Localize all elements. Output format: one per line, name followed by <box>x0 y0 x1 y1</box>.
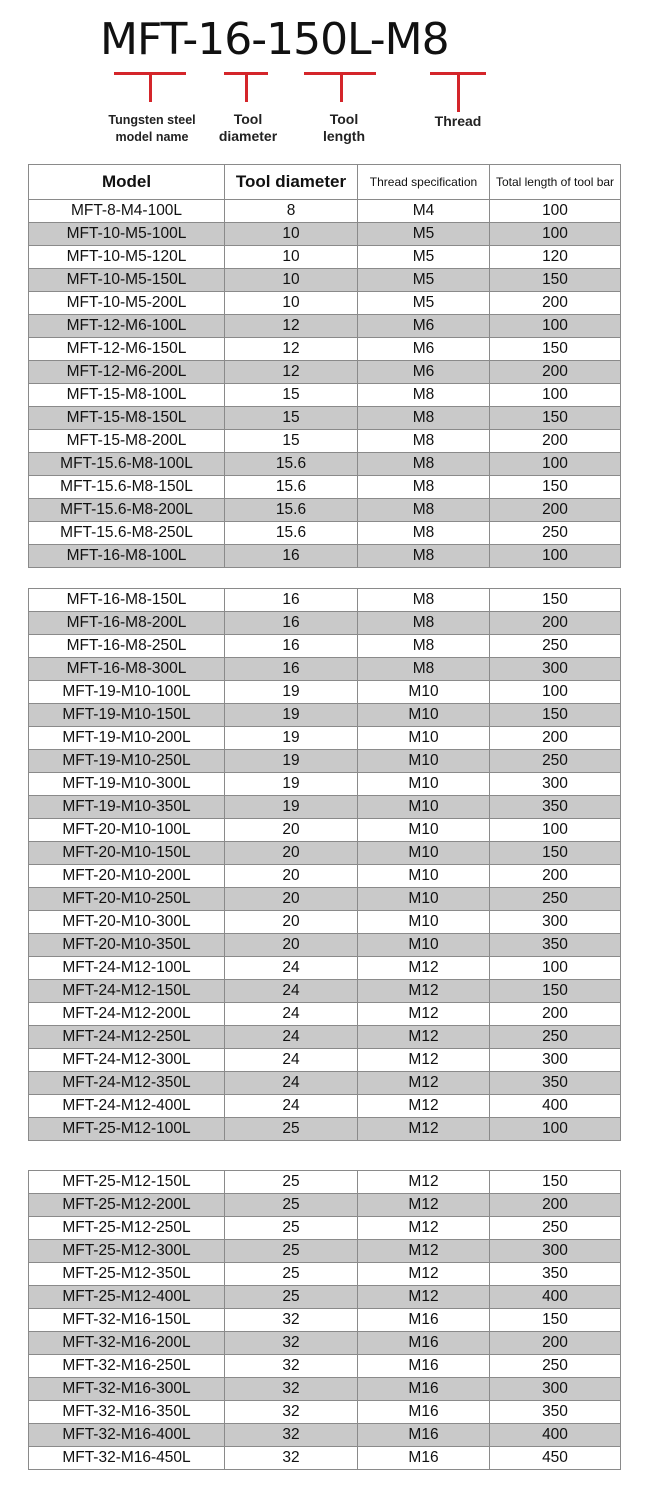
cell-diameter: 12 <box>225 315 358 338</box>
table-row <box>29 1171 621 1194</box>
cell-diameter: 19 <box>225 681 358 704</box>
cell-thread: M10 <box>358 865 490 888</box>
cell-thread: M12 <box>358 1072 490 1095</box>
cell-diameter: 19 <box>225 704 358 727</box>
cell-thread: M8 <box>358 545 490 568</box>
cell-length: 200 <box>490 430 621 453</box>
model-code-diagram <box>0 0 647 160</box>
table-row <box>29 750 621 773</box>
cell-model: MFT-24-M12-350L <box>29 1072 225 1095</box>
cell-model: MFT-25-M12-200L <box>29 1194 225 1217</box>
cell-model: MFT-15-M8-150L <box>29 407 225 430</box>
cell-thread: M10 <box>358 842 490 865</box>
cell-thread: M10 <box>358 681 490 704</box>
table-row <box>29 315 621 338</box>
table-row <box>29 1118 621 1141</box>
cell-diameter: 19 <box>225 750 358 773</box>
cell-thread: M8 <box>358 407 490 430</box>
cell-model: MFT-20-M10-200L <box>29 865 225 888</box>
table-row <box>29 819 621 842</box>
cell-model: MFT-15.6-M8-100L <box>29 453 225 476</box>
cell-length: 200 <box>490 865 621 888</box>
cell-length: 350 <box>490 1263 621 1286</box>
cell-model: MFT-25-M12-400L <box>29 1286 225 1309</box>
cell-model: MFT-19-M10-200L <box>29 727 225 750</box>
table-row <box>29 1026 621 1049</box>
cell-length: 150 <box>490 1171 621 1194</box>
cell-length: 300 <box>490 1049 621 1072</box>
cell-model: MFT-20-M10-250L <box>29 888 225 911</box>
cell-model: MFT-24-M12-400L <box>29 1095 225 1118</box>
cell-length: 300 <box>490 911 621 934</box>
cell-model: MFT-32-M16-200L <box>29 1332 225 1355</box>
cell-model: MFT-16-M8-200L <box>29 612 225 635</box>
table-row <box>29 1095 621 1118</box>
cell-length: 400 <box>490 1286 621 1309</box>
cell-thread: M12 <box>358 1263 490 1286</box>
cell-length: 150 <box>490 407 621 430</box>
cell-thread: M10 <box>358 911 490 934</box>
model-name-pointer <box>149 72 152 102</box>
cell-length: 250 <box>490 1355 621 1378</box>
spec-table-body-1 <box>29 200 621 568</box>
table-row <box>29 635 621 658</box>
table-row <box>29 865 621 888</box>
table-row <box>29 453 621 476</box>
table-row <box>29 476 621 499</box>
table-row <box>29 1240 621 1263</box>
cell-diameter: 32 <box>225 1401 358 1424</box>
cell-diameter: 19 <box>225 773 358 796</box>
cell-model: MFT-15.6-M8-200L <box>29 499 225 522</box>
cell-model: MFT-19-M10-250L <box>29 750 225 773</box>
cell-thread: M16 <box>358 1424 490 1447</box>
cell-model: MFT-12-M6-150L <box>29 338 225 361</box>
table-row <box>29 361 621 384</box>
cell-thread: M12 <box>358 1026 490 1049</box>
cell-diameter: 20 <box>225 911 358 934</box>
cell-thread: M6 <box>358 338 490 361</box>
cell-model: MFT-25-M12-300L <box>29 1240 225 1263</box>
cell-thread: M16 <box>358 1309 490 1332</box>
cell-length: 200 <box>490 612 621 635</box>
table-row <box>29 292 621 315</box>
cell-diameter: 32 <box>225 1309 358 1332</box>
cell-length: 150 <box>490 980 621 1003</box>
cell-thread: M16 <box>358 1355 490 1378</box>
cell-thread: M12 <box>358 1286 490 1309</box>
cell-length: 200 <box>490 361 621 384</box>
cell-diameter: 24 <box>225 1026 358 1049</box>
table-row <box>29 1263 621 1286</box>
cell-length: 100 <box>490 681 621 704</box>
cell-model: MFT-24-M12-200L <box>29 1003 225 1026</box>
cell-thread: M12 <box>358 1049 490 1072</box>
cell-thread: M12 <box>358 1003 490 1026</box>
cell-thread: M12 <box>358 1217 490 1240</box>
cell-model: MFT-32-M16-300L <box>29 1378 225 1401</box>
table-row <box>29 223 621 246</box>
cell-model: MFT-32-M16-350L <box>29 1401 225 1424</box>
table-row <box>29 681 621 704</box>
table-row <box>29 499 621 522</box>
table-header-row <box>29 165 621 200</box>
table-row <box>29 727 621 750</box>
cell-length: 100 <box>490 200 621 223</box>
cell-diameter: 16 <box>225 658 358 681</box>
cell-diameter: 32 <box>225 1378 358 1401</box>
cell-thread: M8 <box>358 612 490 635</box>
cell-model: MFT-12-M6-100L <box>29 315 225 338</box>
cell-thread: M10 <box>358 704 490 727</box>
cell-model: MFT-20-M10-100L <box>29 819 225 842</box>
cell-diameter: 20 <box>225 888 358 911</box>
cell-thread: M8 <box>358 522 490 545</box>
cell-diameter: 24 <box>225 1072 358 1095</box>
table-cut-divider <box>28 1158 620 1168</box>
cell-diameter: 24 <box>225 1095 358 1118</box>
table-row <box>29 1424 621 1447</box>
cell-length: 150 <box>490 1309 621 1332</box>
col-header-thread: Thread specification <box>358 165 490 200</box>
table-row <box>29 200 621 223</box>
diameter-pointer <box>245 72 248 102</box>
cell-model: MFT-25-M12-150L <box>29 1171 225 1194</box>
cell-length: 150 <box>490 589 621 612</box>
cell-thread: M5 <box>358 292 490 315</box>
cell-diameter: 8 <box>225 200 358 223</box>
table-row <box>29 1286 621 1309</box>
cell-model: MFT-25-M12-350L <box>29 1263 225 1286</box>
cell-thread: M10 <box>358 796 490 819</box>
cell-length: 100 <box>490 1118 621 1141</box>
cell-diameter: 12 <box>225 338 358 361</box>
cell-length: 250 <box>490 522 621 545</box>
cell-length: 450 <box>490 1447 621 1470</box>
cell-diameter: 16 <box>225 589 358 612</box>
cell-model: MFT-12-M6-200L <box>29 361 225 384</box>
cell-thread: M6 <box>358 361 490 384</box>
cell-diameter: 16 <box>225 635 358 658</box>
cell-diameter: 15.6 <box>225 476 358 499</box>
cell-diameter: 15.6 <box>225 499 358 522</box>
table-row <box>29 1447 621 1470</box>
cell-model: MFT-15-M8-100L <box>29 384 225 407</box>
cell-length: 350 <box>490 934 621 957</box>
cell-thread: M8 <box>358 476 490 499</box>
cell-diameter: 15 <box>225 407 358 430</box>
cell-thread: M16 <box>358 1332 490 1355</box>
table-row <box>29 430 621 453</box>
cell-model: MFT-32-M16-400L <box>29 1424 225 1447</box>
cell-diameter: 15.6 <box>225 522 358 545</box>
cell-model: MFT-20-M10-300L <box>29 911 225 934</box>
cell-length: 200 <box>490 727 621 750</box>
spec-table-part-2 <box>28 588 621 1141</box>
length-pointer <box>340 72 343 102</box>
cell-length: 150 <box>490 476 621 499</box>
cell-diameter: 25 <box>225 1194 358 1217</box>
cell-thread: M8 <box>358 499 490 522</box>
cell-diameter: 20 <box>225 819 358 842</box>
cell-length: 300 <box>490 1378 621 1401</box>
cell-model: MFT-25-M12-100L <box>29 1118 225 1141</box>
table-row <box>29 407 621 430</box>
cell-length: 100 <box>490 315 621 338</box>
cell-model: MFT-16-M8-100L <box>29 545 225 568</box>
cell-diameter: 24 <box>225 1049 358 1072</box>
cell-length: 250 <box>490 888 621 911</box>
cell-thread: M12 <box>358 1240 490 1263</box>
cell-length: 200 <box>490 1332 621 1355</box>
cell-thread: M12 <box>358 1095 490 1118</box>
cell-model: MFT-16-M8-250L <box>29 635 225 658</box>
cell-model: MFT-10-M5-200L <box>29 292 225 315</box>
thread-pointer <box>457 72 460 112</box>
table-row <box>29 658 621 681</box>
cell-thread: M5 <box>358 269 490 292</box>
col-header-diameter: Tool diameter <box>225 165 358 200</box>
cell-length: 400 <box>490 1095 621 1118</box>
cell-thread: M12 <box>358 980 490 1003</box>
cell-diameter: 15 <box>225 430 358 453</box>
table-row <box>29 796 621 819</box>
cell-diameter: 25 <box>225 1217 358 1240</box>
model-name-label: Tungsten steel model name <box>108 113 196 144</box>
cell-diameter: 12 <box>225 361 358 384</box>
cell-diameter: 24 <box>225 957 358 980</box>
table-row <box>29 612 621 635</box>
cell-length: 100 <box>490 384 621 407</box>
cell-diameter: 32 <box>225 1447 358 1470</box>
cell-length: 120 <box>490 246 621 269</box>
cell-diameter: 19 <box>225 727 358 750</box>
model-code-title: MFT-16-150L-M8 <box>100 14 449 65</box>
cell-thread: M12 <box>358 957 490 980</box>
cell-model: MFT-19-M10-100L <box>29 681 225 704</box>
cell-thread: M8 <box>358 430 490 453</box>
cell-model: MFT-32-M16-450L <box>29 1447 225 1470</box>
length-label: Tool length <box>323 111 365 144</box>
cell-length: 100 <box>490 957 621 980</box>
spec-table-part-1 <box>28 164 621 568</box>
cell-diameter: 25 <box>225 1118 358 1141</box>
table-row <box>29 1049 621 1072</box>
cell-diameter: 10 <box>225 292 358 315</box>
cell-length: 100 <box>490 453 621 476</box>
cell-diameter: 20 <box>225 934 358 957</box>
cell-diameter: 16 <box>225 545 358 568</box>
spec-table-body-2 <box>29 589 621 1141</box>
cell-length: 250 <box>490 1217 621 1240</box>
cell-thread: M16 <box>358 1378 490 1401</box>
cell-model: MFT-10-M5-150L <box>29 269 225 292</box>
cell-model: MFT-10-M5-100L <box>29 223 225 246</box>
table-row <box>29 1378 621 1401</box>
cell-length: 200 <box>490 292 621 315</box>
cell-model: MFT-24-M12-250L <box>29 1026 225 1049</box>
cell-model: MFT-16-M8-150L <box>29 589 225 612</box>
cell-model: MFT-24-M12-150L <box>29 980 225 1003</box>
cell-thread: M8 <box>358 453 490 476</box>
cell-diameter: 19 <box>225 796 358 819</box>
table-row <box>29 338 621 361</box>
cell-length: 150 <box>490 704 621 727</box>
table-row <box>29 704 621 727</box>
table-row <box>29 522 621 545</box>
cell-length: 400 <box>490 1424 621 1447</box>
cell-diameter: 16 <box>225 612 358 635</box>
cell-thread: M4 <box>358 200 490 223</box>
table-row <box>29 842 621 865</box>
cell-diameter: 25 <box>225 1286 358 1309</box>
cell-model: MFT-24-M12-100L <box>29 957 225 980</box>
col-header-model: Model <box>29 165 225 200</box>
cell-thread: M12 <box>358 1171 490 1194</box>
cell-length: 300 <box>490 658 621 681</box>
table-row <box>29 269 621 292</box>
cell-length: 250 <box>490 1026 621 1049</box>
diameter-label: Tool diameter <box>218 111 278 144</box>
cell-model: MFT-19-M10-150L <box>29 704 225 727</box>
table-row <box>29 888 621 911</box>
cell-diameter: 25 <box>225 1240 358 1263</box>
table-row <box>29 1003 621 1026</box>
cell-thread: M10 <box>358 750 490 773</box>
cell-thread: M12 <box>358 1194 490 1217</box>
table-row <box>29 1194 621 1217</box>
table-row <box>29 1332 621 1355</box>
cell-length: 300 <box>490 773 621 796</box>
cell-diameter: 10 <box>225 246 358 269</box>
cell-length: 100 <box>490 223 621 246</box>
table-row <box>29 1355 621 1378</box>
spec-table-part-3 <box>28 1170 621 1470</box>
cell-model: MFT-19-M10-350L <box>29 796 225 819</box>
cell-thread: M8 <box>358 384 490 407</box>
cell-length: 100 <box>490 545 621 568</box>
cell-length: 200 <box>490 1003 621 1026</box>
cell-diameter: 32 <box>225 1424 358 1447</box>
cell-model: MFT-24-M12-300L <box>29 1049 225 1072</box>
table-row <box>29 384 621 407</box>
cell-length: 200 <box>490 1194 621 1217</box>
cell-model: MFT-32-M16-150L <box>29 1309 225 1332</box>
cell-thread: M10 <box>358 934 490 957</box>
table-row <box>29 1217 621 1240</box>
cell-diameter: 10 <box>225 269 358 292</box>
cell-diameter: 15 <box>225 384 358 407</box>
cell-diameter: 20 <box>225 865 358 888</box>
cell-diameter: 32 <box>225 1332 358 1355</box>
cell-length: 350 <box>490 1401 621 1424</box>
cell-diameter: 15.6 <box>225 453 358 476</box>
cell-thread: M16 <box>358 1401 490 1424</box>
table-row <box>29 246 621 269</box>
cell-thread: M16 <box>358 1447 490 1470</box>
table-row <box>29 545 621 568</box>
thread-label: Thread <box>434 113 482 129</box>
table-row <box>29 980 621 1003</box>
cell-thread: M5 <box>358 223 490 246</box>
table-row <box>29 1401 621 1424</box>
cell-length: 150 <box>490 269 621 292</box>
cell-model: MFT-16-M8-300L <box>29 658 225 681</box>
cell-thread: M10 <box>358 727 490 750</box>
spec-table-body-3 <box>29 1171 621 1470</box>
table-row <box>29 1072 621 1095</box>
cell-model: MFT-20-M10-150L <box>29 842 225 865</box>
cell-diameter: 25 <box>225 1171 358 1194</box>
table-row <box>29 957 621 980</box>
cell-thread: M6 <box>358 315 490 338</box>
cell-diameter: 25 <box>225 1263 358 1286</box>
cell-model: MFT-8-M4-100L <box>29 200 225 223</box>
cell-length: 300 <box>490 1240 621 1263</box>
cell-thread: M10 <box>358 888 490 911</box>
cell-diameter: 32 <box>225 1355 358 1378</box>
cell-length: 150 <box>490 842 621 865</box>
cell-thread: M8 <box>358 658 490 681</box>
col-header-length: Total length of tool bar <box>490 165 621 200</box>
cell-model: MFT-15.6-M8-250L <box>29 522 225 545</box>
table-row <box>29 934 621 957</box>
table-row <box>29 773 621 796</box>
cell-length: 350 <box>490 1072 621 1095</box>
cell-diameter: 20 <box>225 842 358 865</box>
table-row <box>29 911 621 934</box>
table-row <box>29 1309 621 1332</box>
cell-thread: M8 <box>358 589 490 612</box>
cell-model: MFT-15-M8-200L <box>29 430 225 453</box>
cell-model: MFT-15.6-M8-150L <box>29 476 225 499</box>
cell-thread: M10 <box>358 819 490 842</box>
cell-model: MFT-19-M10-300L <box>29 773 225 796</box>
cell-diameter: 24 <box>225 1003 358 1026</box>
cell-model: MFT-10-M5-120L <box>29 246 225 269</box>
cell-model: MFT-20-M10-350L <box>29 934 225 957</box>
cell-thread: M10 <box>358 773 490 796</box>
cell-length: 100 <box>490 819 621 842</box>
cell-thread: M8 <box>358 635 490 658</box>
cell-length: 250 <box>490 635 621 658</box>
cell-model: MFT-25-M12-250L <box>29 1217 225 1240</box>
cell-model: MFT-32-M16-250L <box>29 1355 225 1378</box>
cell-length: 200 <box>490 499 621 522</box>
cell-length: 150 <box>490 338 621 361</box>
cell-length: 250 <box>490 750 621 773</box>
table-row <box>29 589 621 612</box>
cell-thread: M12 <box>358 1118 490 1141</box>
cell-diameter: 10 <box>225 223 358 246</box>
cell-diameter: 24 <box>225 980 358 1003</box>
cell-thread: M5 <box>358 246 490 269</box>
cell-length: 350 <box>490 796 621 819</box>
